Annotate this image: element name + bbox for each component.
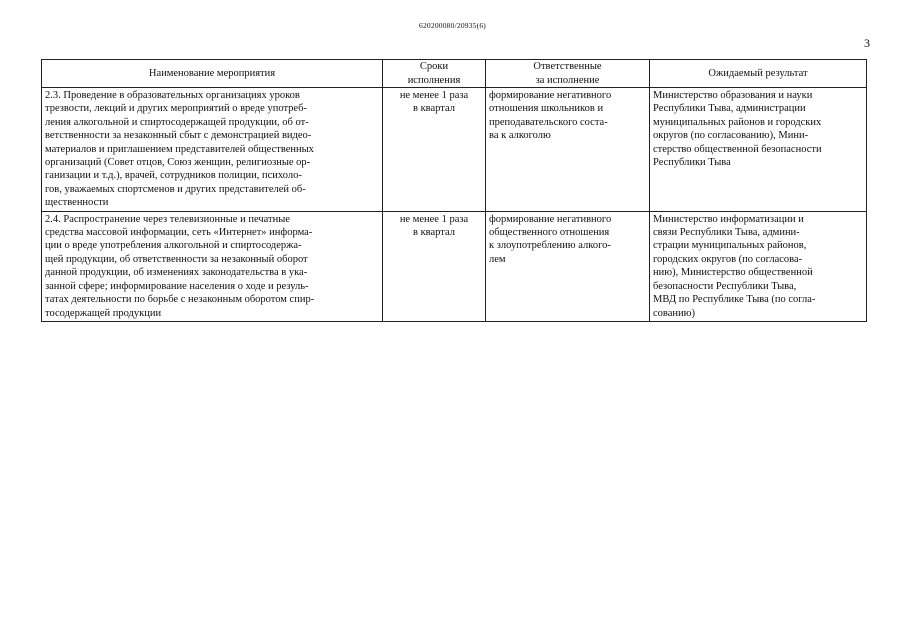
events-table — [41, 59, 867, 322]
column-header-name: Наименование мероприятия — [42, 60, 383, 88]
event-name-cell: 2.3. Проведение в образовательных организациях уроков трезвости, лекций и других мероприятий о вреде употреб- ления алкогольной и спиртосодержащей продукции, об от- ветственности за незаконный сбыт с демонстрацией видео- материалов и приглашением представителей общественных организаций (Совет отцов, Союз женщин, религиозные ор- ганизации и т.д.), врачей, сотрудников полиции, психоло- гов, уважаемых спортсменов и других представителей об- щественности — [42, 88, 383, 212]
page-number: 3 — [864, 36, 870, 50]
document-id: 620200080/20935(6) — [419, 21, 486, 30]
event-period-cell: не менее 1 раза в квартал — [383, 211, 486, 321]
event-period-cell: не менее 1 раза в квартал — [383, 88, 486, 212]
table-row — [42, 88, 867, 212]
event-name-cell: 2.4. Распространение через телевизионные и печатные средства массовой информации, сеть «Интернет» информа- ции о вреде употребления алкогольной и спиртосодержа- щей продукции, об ответственности за незаконный оборот данной продукции, об изменениях законодательства в ука- занной сфере; информирование населения о ходе и резуль- татах деятельности по борьбе с незаконным оборотом спир- тосодержащей продукции — [42, 211, 383, 321]
column-header-responsible: Ответственные за исполнение — [486, 60, 650, 88]
table-row — [42, 211, 867, 321]
column-header-period: Сроки исполнения — [383, 60, 486, 88]
event-result-cell: Министерство образования и науки Республики Тыва, администрации муниципальных районов и городских округов (по согласованию), Мини- стерство общественной безопасности Республики Тыва — [650, 88, 867, 212]
event-responsible-cell: формирование негативного отношения школьников и преподавательского соста- ва к алкоголю — [486, 88, 650, 212]
event-result-cell: Министерство информатизации и связи Республики Тыва, админи- страции муниципальных районов, городских округов (по согласова- нию), Министерство общественной безопасности Республики Тыва, МВД по Республике Тыва (по согла- сованию) — [650, 211, 867, 321]
event-responsible-cell: формирование негативного общественного отношения к злоупотреблению алкого- лем — [486, 211, 650, 321]
column-header-result: Ожидаемый результат — [650, 60, 867, 88]
table-header-row — [42, 60, 867, 88]
